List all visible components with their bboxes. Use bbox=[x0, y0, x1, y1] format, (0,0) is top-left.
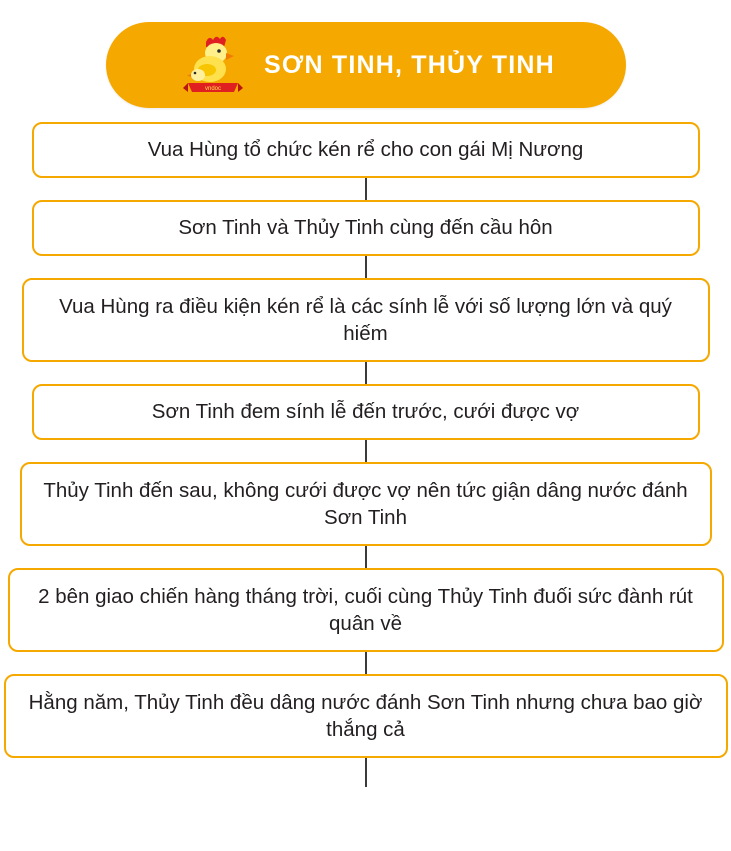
page-title: SƠN TINH, THỦY TINH bbox=[264, 50, 555, 79]
flow-step bbox=[20, 462, 712, 546]
flow-step bbox=[32, 122, 700, 178]
flow-step-label: 2 bên giao chiến hàng tháng trời, cuối cùng Thủy Tinh đuối sức đành rút quân về bbox=[38, 584, 693, 635]
chicken-mascot-logo-icon bbox=[176, 28, 250, 102]
diagram-header bbox=[106, 22, 626, 108]
flow-step-label: Sơn Tinh đem sính lễ đến trước, cưới được vợ bbox=[151, 400, 580, 424]
flowchart-diagram bbox=[0, 22, 731, 851]
flow-step-label: Sơn Tinh và Thủy Tinh cùng đến cầu hôn bbox=[178, 216, 553, 240]
flow-step-list bbox=[0, 122, 731, 758]
flow-step bbox=[22, 278, 710, 362]
flow-step bbox=[32, 200, 700, 256]
flow-step bbox=[8, 568, 724, 652]
flow-step-label: Vua Hùng tổ chức kén rể cho con gái Mị Nương bbox=[147, 138, 584, 162]
flow-step bbox=[4, 674, 728, 758]
flow-step-label: Vua Hùng ra điều kiện kén rể là các sính lễ với số lượng lớn và quý hiếm bbox=[59, 294, 672, 345]
flow-step bbox=[32, 384, 700, 440]
flow-step-label: Hằng năm, Thủy Tinh đều dâng nước đánh Sơn Tinh nhưng chưa bao giờ thắng cả bbox=[28, 690, 703, 741]
flow-step-label: Thủy Tinh đến sau, không cưới được vợ nên tức giận dâng nước đánh Sơn Tinh bbox=[43, 478, 688, 529]
svg-text:vndoc: vndoc bbox=[205, 86, 222, 92]
